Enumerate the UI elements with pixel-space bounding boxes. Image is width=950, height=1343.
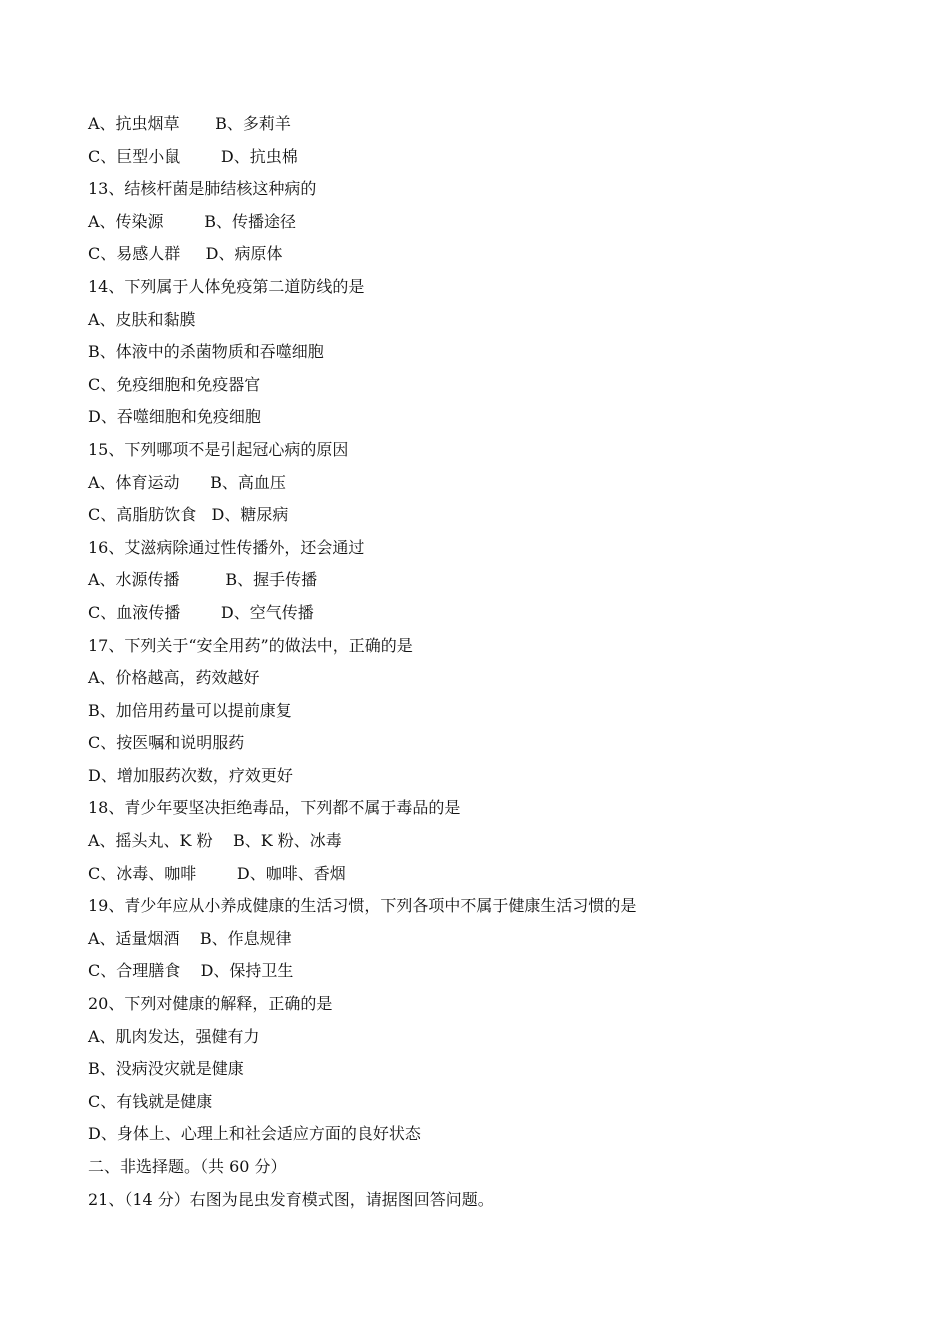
option-line: A、传染源 B、传播途径 bbox=[88, 211, 297, 231]
option-line: B、体液中的杀菌物质和吞噬细胞 bbox=[88, 342, 324, 362]
question-13: 13、结核杆菌是肺结核这种病的 bbox=[88, 179, 317, 199]
option-line: A、肌肉发达，强健有力 bbox=[88, 1026, 260, 1046]
question-16: 16、艾滋病除通过性传播外，还会通过 bbox=[88, 537, 365, 557]
option-line: C、巨型小鼠 D、抗虫棉 bbox=[88, 146, 298, 166]
question-20: 20、下列对健康的解释，正确的是 bbox=[88, 994, 333, 1014]
option-line: C、免疫细胞和免疫器官 bbox=[88, 374, 261, 394]
option-line: A、抗虫烟草 B、多莉羊 bbox=[88, 114, 291, 133]
option-line: A、适量烟酒 B、作息规律 bbox=[88, 928, 292, 948]
option-line: B、加倍用药量可以提前康复 bbox=[88, 700, 292, 720]
option-line: C、高脂肪饮食 D、糖尿病 bbox=[88, 505, 289, 525]
option-line: A、体育运动 B、高血压 bbox=[88, 472, 286, 492]
question-14: 14、下列属于人体免疫第二道防线的是 bbox=[88, 276, 365, 296]
question-18: 18、青少年要坚决拒绝毒品，下列都不属于毒品的是 bbox=[88, 798, 461, 818]
question-19: 19、青少年应从小养成健康的生活习惯，下列各项中不属于健康生活习惯的是 bbox=[88, 896, 637, 916]
option-line: C、按医嘱和说明服药 bbox=[88, 733, 245, 753]
question-15: 15、下列哪项不是引起冠心病的原因 bbox=[88, 439, 349, 459]
option-line: C、有钱就是健康 bbox=[88, 1091, 213, 1111]
option-line: D、身体上、心理上和社会适应方面的良好状态 bbox=[88, 1124, 421, 1144]
option-line: A、水源传播 B、握手传播 bbox=[88, 570, 318, 590]
question-17: 17、下列关于“安全用药”的做法中，正确的是 bbox=[88, 635, 413, 655]
option-line: C、合理膳食 D、保持卫生 bbox=[88, 961, 294, 981]
question-21: 21、（14 分）右图为昆虫发育模式图，请据图回答问题。 bbox=[88, 1189, 494, 1209]
option-line: C、血液传播 D、空气传播 bbox=[88, 602, 314, 622]
option-line: A、价格越高，药效越好 bbox=[88, 668, 260, 688]
option-line: A、皮肤和黏膜 bbox=[88, 309, 196, 329]
option-line: B、没病没灾就是健康 bbox=[88, 1059, 244, 1079]
option-line: D、增加服药次数，疗效更好 bbox=[88, 765, 293, 785]
question-text-block bbox=[88, 112, 908, 1220]
section-heading: 二、非选择题。（共 60 分） bbox=[88, 1157, 287, 1176]
option-line: C、冰毒、咖啡 D、咖啡、香烟 bbox=[88, 863, 346, 883]
option-line: C、易感人群 D、病原体 bbox=[88, 244, 283, 264]
option-line: A、摇头丸、K 粉 B、K 粉、冰毒 bbox=[88, 831, 342, 851]
option-line: D、吞噬细胞和免疫细胞 bbox=[88, 407, 261, 427]
